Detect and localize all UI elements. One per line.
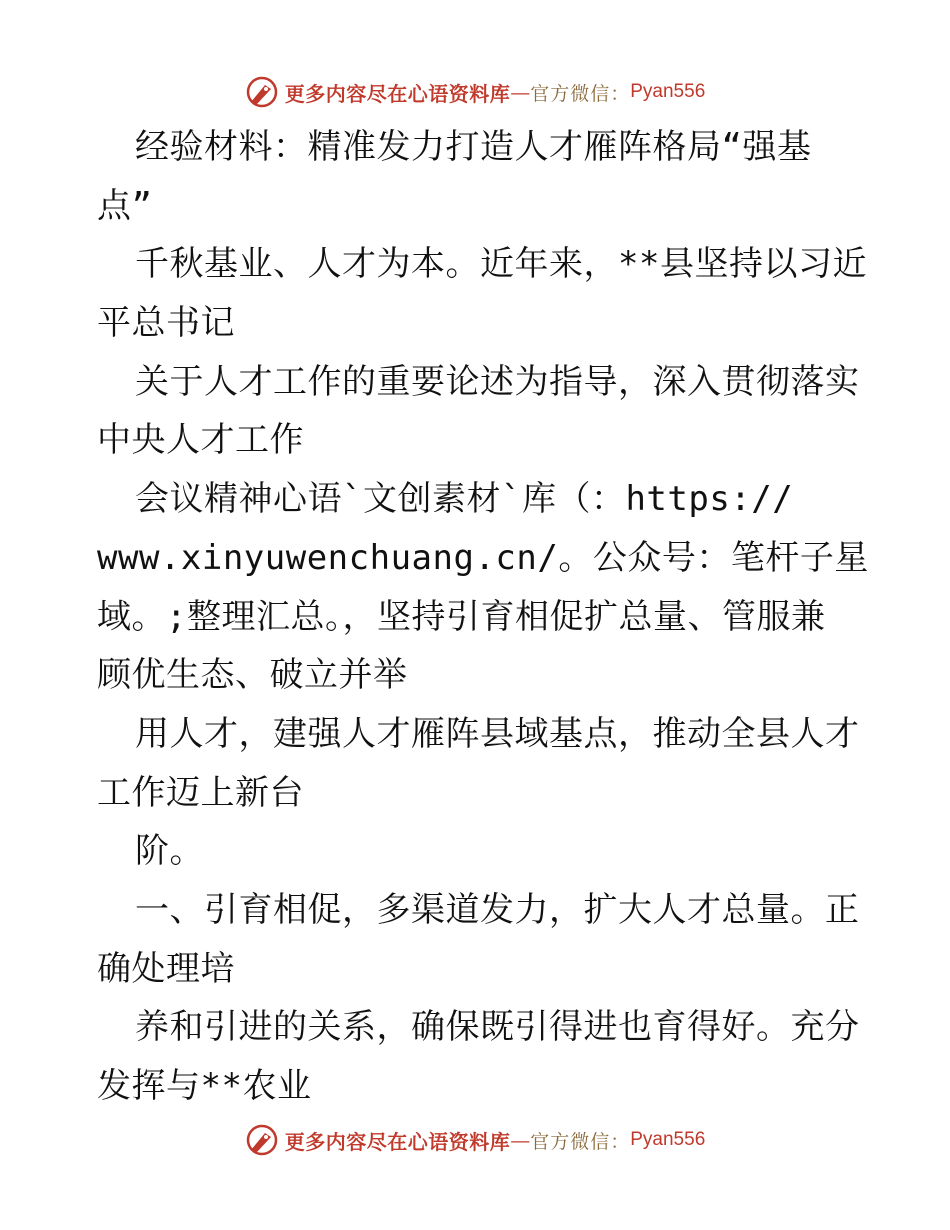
footer-banner bbox=[0, 1120, 950, 1160]
paragraph-line: 发挥与**农业 bbox=[97, 1066, 312, 1106]
paragraph-line: 确处理培 bbox=[97, 948, 235, 989]
pen-nib-logo-icon bbox=[245, 75, 279, 109]
paragraph-line: 会议精神心语`文创素材`库（：https:// bbox=[135, 479, 794, 520]
document-title-line-2: 点” bbox=[97, 185, 153, 226]
header-banner bbox=[0, 72, 950, 112]
wechat-account: Pyan556 bbox=[630, 81, 706, 102]
paragraph-line: 阶。 bbox=[135, 831, 204, 872]
document-title-line-1: 经验材料：精准发力打造人才雁阵格局“强基 bbox=[135, 127, 812, 167]
pen-nib-logo-icon bbox=[245, 1123, 279, 1157]
wechat-account: Pyan556 bbox=[630, 1129, 706, 1150]
banner-separator: — bbox=[510, 80, 531, 104]
wechat-label: 官方微信： bbox=[530, 82, 631, 105]
paragraph-line: 工作迈上新台 bbox=[97, 772, 304, 813]
wechat-label: 官方微信： bbox=[530, 1130, 631, 1153]
paragraph-line: 顾优生态、破立并举 bbox=[97, 655, 408, 696]
paragraph-line: www.xinyuwenchuang.cn/。公众号：笔杆子星 bbox=[97, 537, 869, 578]
paragraph-line: 中央人才工作 bbox=[97, 420, 304, 461]
paragraph-line: 平总书记 bbox=[97, 303, 235, 344]
paragraph-line: 关于人才工作的重要论述为指导，深入贯彻落实 bbox=[135, 361, 860, 402]
brand-name: 更多内容尽在心语资料库 bbox=[284, 1129, 511, 1154]
paragraph-line: 用人才，建强人才雁阵县域基点，推动全县人才 bbox=[135, 713, 860, 754]
paragraph-line: 域。;整理汇总。，坚持引育相促扩总量、管服兼 bbox=[97, 596, 826, 637]
banner-separator: — bbox=[510, 1128, 531, 1152]
document-body bbox=[97, 118, 869, 1116]
section-heading-line: 一、引育相促，多渠道发力，扩大人才总量。正 bbox=[135, 889, 860, 930]
paragraph-line: 养和引进的关系，确保既引得进也育得好。充分 bbox=[135, 1007, 860, 1048]
brand-name: 更多内容尽在心语资料库 bbox=[284, 81, 511, 106]
paragraph-line: 千秋基业、人才为本。近年来，**县坚持以习近 bbox=[135, 244, 867, 285]
